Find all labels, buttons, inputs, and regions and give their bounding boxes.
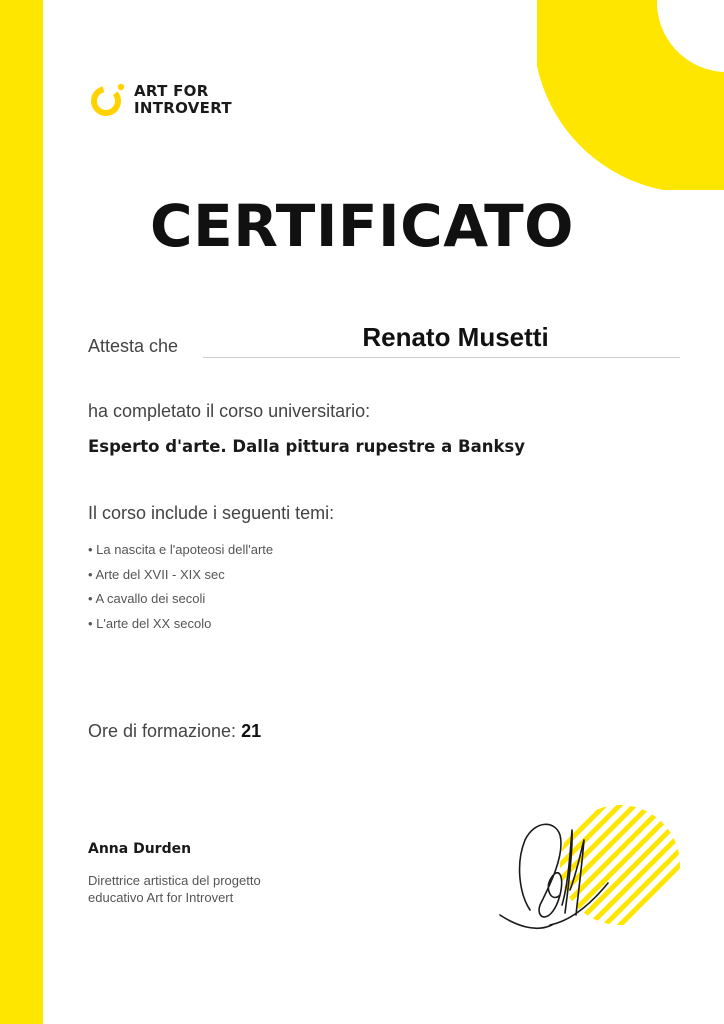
signer-name: Anna Durden <box>88 841 192 857</box>
corner-ring-decoration <box>537 0 724 190</box>
yellow-side-stripe <box>0 0 43 1024</box>
list-item: • Arte del XVII - XIX sec <box>88 566 225 582</box>
signature-stamp <box>490 795 690 935</box>
attesta-label: Attesta che <box>88 336 179 356</box>
name-underline <box>203 357 680 358</box>
list-item: • L'arte del XX secolo <box>88 615 212 631</box>
list-item: • La nascita e l'apoteosi dell'arte <box>88 542 274 557</box>
brand-line-2: INTROVERT <box>134 99 232 117</box>
hours-label: Ore di formazione: <box>88 721 237 741</box>
brand-name <box>134 83 232 117</box>
signer-role-line-1: Direttrice artistica del progetto <box>88 873 261 888</box>
training-hours <box>88 721 261 742</box>
certificate-title: CERTIFICATO <box>150 192 574 260</box>
course-name: Esperto d'arte. Dalla pittura rupestre a Banksy <box>88 437 526 456</box>
list-item: • A cavallo dei secoli <box>88 591 206 606</box>
brand-line-1: ART FOR <box>134 82 209 100</box>
signer-role-line-2: educativo Art for Introvert <box>88 890 234 905</box>
completed-label: ha completato il corso universitario: <box>88 401 371 421</box>
logo-ring-icon <box>88 80 128 120</box>
signer-role <box>88 872 318 906</box>
recipient-name: Renato Musetti <box>362 322 549 352</box>
topics-list <box>88 541 273 639</box>
hours-value: 21 <box>241 721 262 741</box>
brand-logo <box>88 80 232 120</box>
includes-label: Il corso include i seguenti temi: <box>88 503 335 523</box>
